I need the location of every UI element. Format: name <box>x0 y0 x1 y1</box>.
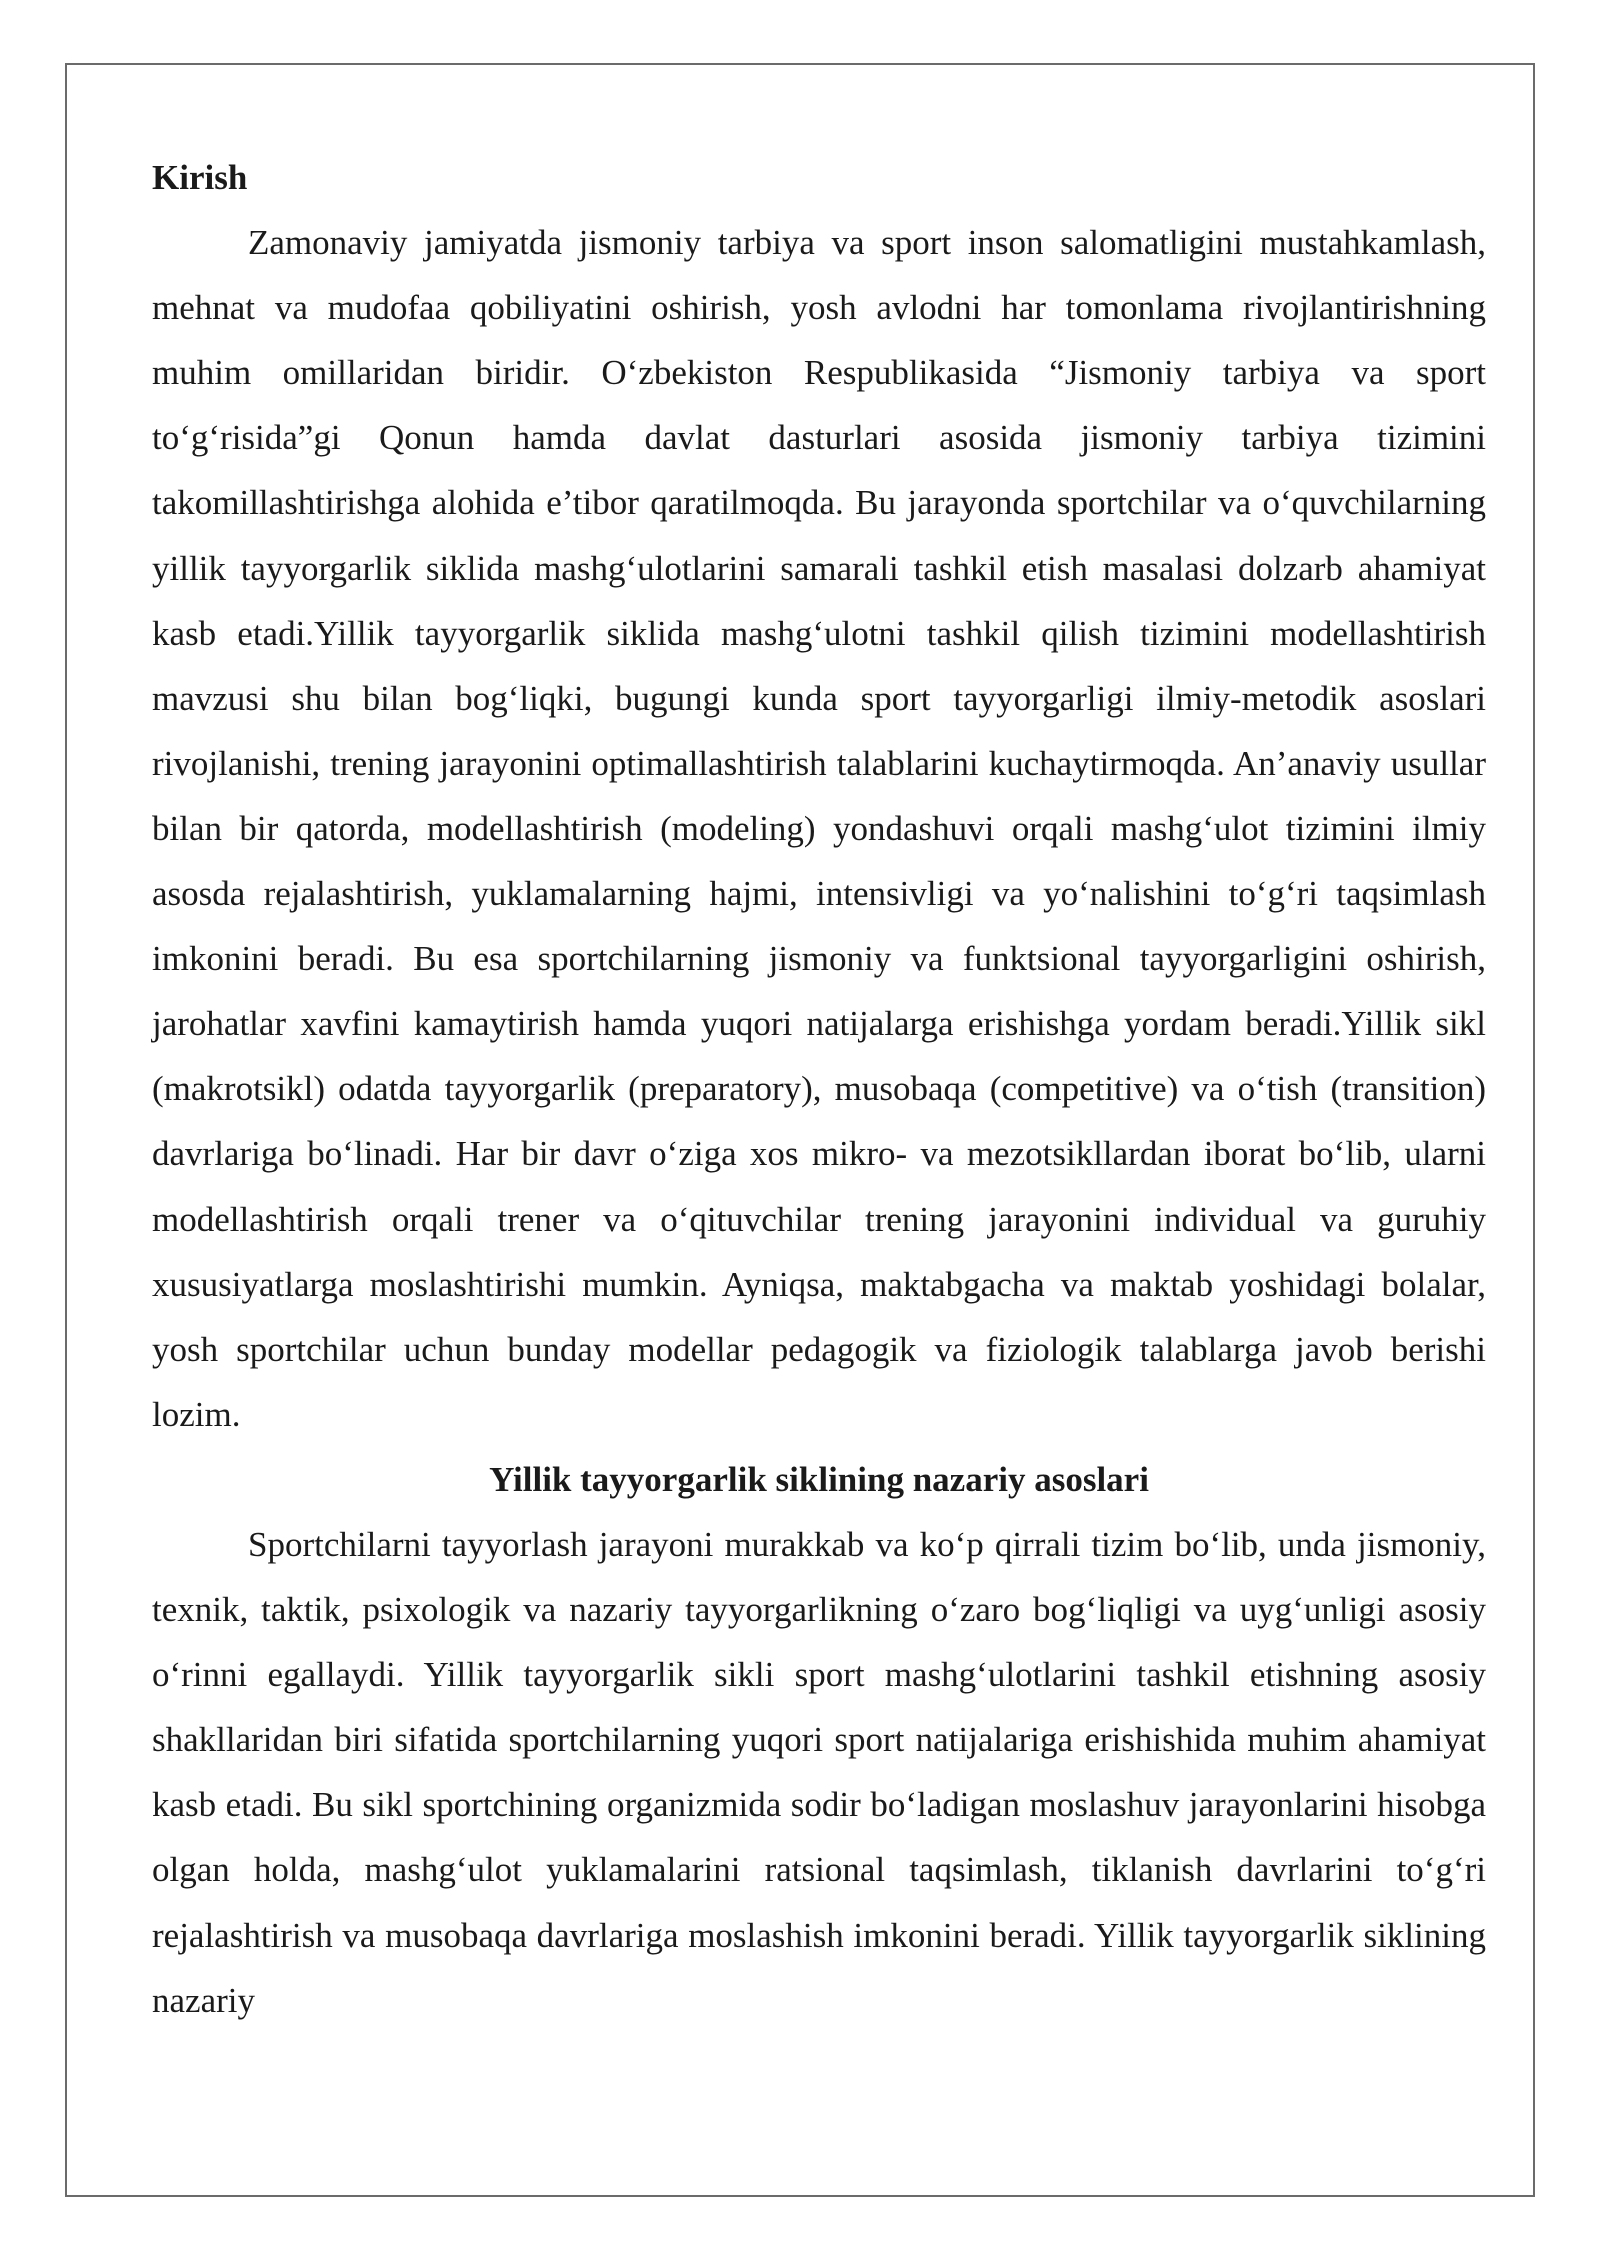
section-paragraph: Sportchilarni tayyorlash jarayoni murakkab va ko‘p qirrali tizim bo‘lib, unda jismoniy, texnik, taktik, psixologik va nazariy tayyorgarlikning o‘zaro bog‘liqligi va uyg‘unligi asosiy o‘rinni egallaydi. Yillik tayyorgarlik sikli sport mashg‘ulotlarini tashkil etishning asosiy shakllaridan biri sifatida sportchilarning yuqori sport natijalariga erishishida muhim ahamiyat kasb etadi. Bu sikl sportchining organizmida sodir bo‘ladigan moslashuv jarayonlarini hisobga olgan holda, mashg‘ulot yuklamalarini ratsional taqsimlash, tiklanish davrlarini to‘g‘ri rejalashtirish va musobaqa davrlariga moslashish imkonini beradi. Yillik tayyorgarlik siklining nazariy <box>152 1524 1486 2020</box>
section-heading: Yillik tayyorgarlik siklining nazariy asoslari <box>489 1459 1149 1499</box>
intro-paragraph: Zamonaviy jamiyatda jismoniy tarbiya va sport inson salomatligini mustahkamlash, mehnat va mudofaa qobiliyatini oshirish, yosh avlodni har tomonlama rivojlantirishning muhim omillaridan biridir. O‘zbekiston Respublikasida “Jismoniy tarbiya va sport to‘g‘risida”gi Qonun hamda davlat dasturlari asosida jismoniy tarbiya tizimini takomillashtirishga alohida e’tibor qaratilmoqda. Bu jarayonda sportchilar va o‘quvchilarning yillik tayyorgarlik siklida mashg‘ulotlarini samarali tashkil etish masalasi dolzarb ahamiyat kasb etadi.Yillik tayyorgarlik siklida mashg‘ulotni tashkil qilish tizimini modellashtirish mavzusi shu bilan bog‘liqki, bugungi kunda sport tayyorgarligi ilmiy-metodik asoslari rivojlanishi, trening jarayonini optimallashtirish talablarini kuchaytirmoqda. An’anaviy usullar bilan bir qatorda, modellashtirish (modeling) yondashuvi orqali mashg‘ulot tizimini ilmiy asosda rejalashtirish, yuklamalarning hajmi, intensivligi va yo‘nalishini to‘g‘ri taqsimlash imkonini beradi. Bu esa sportchilarning jismoniy va funktsional tayyorgarligini oshirish, jarohatlar xavfini kamaytirish hamda yuqori natijalarga erishishga yordam beradi.Yillik sikl (makrotsikl) odatda tayyorgarlik (preparatory), musobaqa (competitive) va o‘tish (transition) davrlariga bo‘linadi. Har bir davr o‘ziga xos mikro- va mezotsikllardan iborat bo‘lib, ularni modellashtirish orqali trener va o‘qituvchilar trening jarayonini individual va guruhiy xususiyatlarga moslashtirishi mumkin. Ayniqsa, maktabgacha va maktab yoshidagi bolalar, yosh sportchilar uchun bunday modellar pedagogik va fiziologik talablarga javob berishi lozim. <box>152 223 1486 1434</box>
document-body <box>152 145 1486 2033</box>
intro-heading: Kirish <box>152 158 248 197</box>
